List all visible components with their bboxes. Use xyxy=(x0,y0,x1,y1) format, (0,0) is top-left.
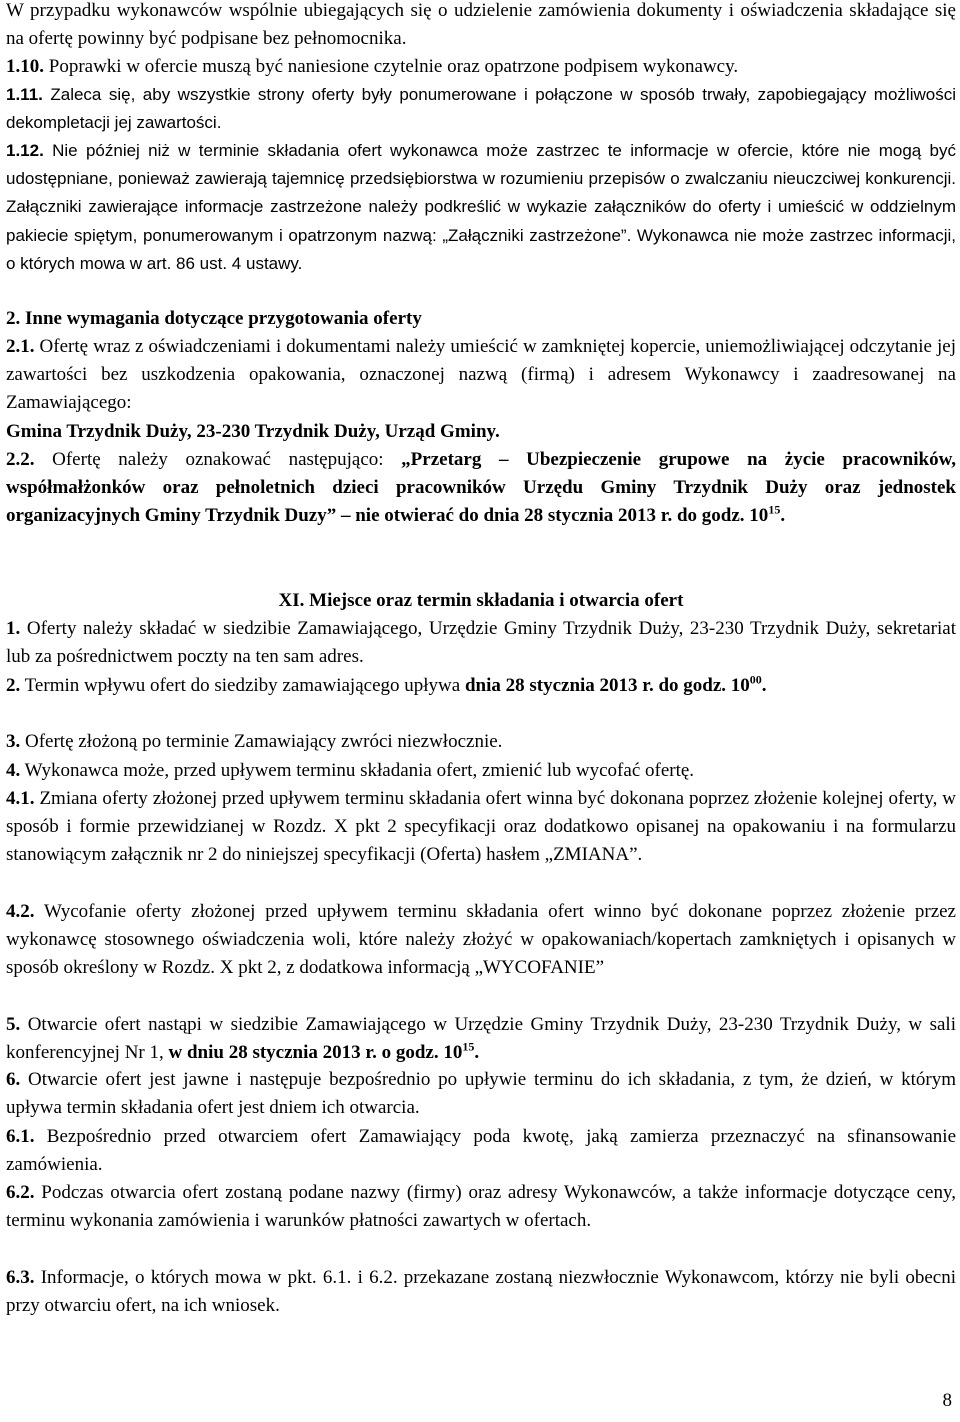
paragraph-1-11 xyxy=(6,81,956,137)
num-xi-6-1: 6.1. xyxy=(6,1126,35,1147)
num-1-11: 1.11. xyxy=(6,85,43,104)
date-xi-5: w dniu 28 stycznia 2013 r. o godz. 10 xyxy=(168,1042,463,1064)
section-2-heading: 2. Inne wymagania dotyczące przygotowania oferty xyxy=(6,308,422,329)
text-xi-2: Termin wpływu ofert do siedziby zamawiającego upływa xyxy=(20,675,465,696)
text-xi-6-1: Bezpośrednio przed otwarciem ofert Zamawiający poda kwotę, jaką zamierza przeznaczyć na sfinansowanie zamówienia. xyxy=(6,1126,956,1176)
page-number: 8 xyxy=(942,1390,952,1411)
num-xi-2: 2. xyxy=(6,675,21,696)
paragraph-xi-6-2 xyxy=(6,1179,956,1235)
lead-2-2: Ofertę należy oznakować następująco: xyxy=(34,449,402,470)
num-1-10: 1.10. xyxy=(6,56,44,78)
text-xi-3: Ofertę złożoną po terminie Zamawiający zwróci niezwłocznie. xyxy=(20,731,503,752)
deadline-xi-2: dnia 28 stycznia 2013 r. do godz. 10 xyxy=(464,675,750,696)
paragraph-intro xyxy=(6,0,956,82)
paragraph-xi-6-1 xyxy=(6,1123,956,1179)
end-xi-2: . xyxy=(761,675,767,696)
paragraph-xi-4 xyxy=(6,757,956,785)
paragraph-xi-2 xyxy=(6,672,956,700)
text-xi-4: Wykonawca może, przed upływem terminu składania ofert, zmienić lub wycofać ofertę. xyxy=(20,760,695,781)
num-2-2: 2.2. xyxy=(6,449,35,470)
num-2-1: 2.1. xyxy=(6,336,35,357)
sup-xi-2: 00 xyxy=(749,672,762,687)
num-1-12: 1.12. xyxy=(6,141,44,160)
text-xi-5: Otwarcie ofert nastąpi w siedzibie Zamawiającego w Urzędzie Gminy Trzydnik Duży, 23-230 Trzydnik Duży, w sali konferencyjnej Nr 1, xyxy=(6,1014,956,1064)
sup-2-2: 15 xyxy=(768,503,781,518)
paragraph-xi-4-2 xyxy=(6,898,956,983)
text-xi-6-2: Podczas otwarcia ofert zostaną podane nazwy (firmy) oraz adresy Wykonawców, a także informacje dotyczące ceny, terminu wykonania zamówienia i warunków płatności zawartych w ofertach. xyxy=(6,1182,956,1232)
paragraph-xi-1 xyxy=(6,615,956,671)
label-2-2: „Przetarg – Ubezpieczenie grupowe na życie pracowników, współmałżonków oraz pełnoletnich dzieci pracowników Urzędu Gminy Trzydnik Duży oraz jednostek organizacyjnych Gminy Trzydnik Duzy” – nie otwierać do dnia 28 stycznia 2013 r. do godz. 10 xyxy=(6,449,956,527)
num-xi-4-1: 4.1. xyxy=(6,788,35,809)
num-xi-4: 4. xyxy=(6,760,21,781)
num-xi-6-3: 6.3. xyxy=(6,1267,35,1288)
num-xi-5: 5. xyxy=(6,1014,21,1035)
sup-xi-5: 15 xyxy=(462,1039,475,1054)
end-xi-5: . xyxy=(474,1042,480,1064)
text-1-12: Nie później niż w terminie składania ofert wykonawca może zastrzec te informacje w ofercie, które nie mogą być udostępniane, ponieważ zawierają tajemnicę przedsiębiorstwa w rozumieniu przepisów o zwalczaniu nieuczciwej konkurencji. Załączniki zawierające informacje zastrzeżone należy podkreślić w wykazie załączników do oferty i umieścić w oddzielnym pakiecie spiętym, ponumerowanym i opatrzonym nazwą: „Załączniki zastrzeżone”. Wykonawca nie może zastrzec informacji, o których mowa w art. 86 ust. 4 ustawy. xyxy=(6,141,956,273)
paragraph-xi-3 xyxy=(6,728,956,756)
paragraph-xi-6-3 xyxy=(6,1264,956,1320)
text-1-11: Zaleca się, aby wszystkie strony oferty były ponumerowane i połączone w sposób trwały, zapobiegający możliwości dekompletacji jej zawartości. xyxy=(6,85,956,133)
paragraph-xi-5 xyxy=(6,1011,956,1067)
end-2-2: . xyxy=(780,505,786,527)
num-xi-6-2: 6.2. xyxy=(6,1182,35,1203)
paragraph-xi-6 xyxy=(6,1066,956,1122)
text-xi-4-2: Wycofanie oferty złożonej przed upływem terminu składania ofert winno być dokonane poprzez złożenie przez wykonawcę stosownego oświadczenia woli, które należy złożyć w opakowaniach/kopertach zamkniętych i opisanych w sposób określony w Rozdz. X pkt 2, z dodatkowa informacją „WYCOFANIE” xyxy=(6,901,956,979)
num-xi-6: 6. xyxy=(6,1069,21,1090)
address-2-1: Gmina Trzydnik Duży, 23-230 Trzydnik Duży, Urząd Gminy. xyxy=(6,420,500,442)
paragraph-2-1 xyxy=(6,333,956,446)
text-xi-6: Otwarcie ofert jest jawne i następuje bezpośrednio po upływie terminu do ich składania, z tym, że dzień, w którym upływa termin składania ofert jest dniem ich otwarcia. xyxy=(6,1069,956,1119)
paragraph-1-12 xyxy=(6,137,956,278)
text-xi-6-3: Informacje, o których mowa w pkt. 6.1. i 6.2. przekazane zostaną niezwłocznie Wykonawcom, którzy nie byli obecni przy otwarciu ofert, na ich wniosek. xyxy=(6,1267,956,1317)
text-xi-1: Oferty należy składać w siedzibie Zamawiającego, Urzędzie Gminy Trzydnik Duży, 23-230 Trzydnik Duży, sekretariat lub za pośrednictwem poczty na ten sam adres. xyxy=(6,618,956,668)
num-xi-1: 1. xyxy=(6,618,21,639)
text-2-1: Ofertę wraz z oświadczeniami i dokumentami należy umieścić w zamkniętej kopercie, uniemożliwiającej odczytanie jej zawartości bez uszkodzenia opakowania, oznaczonej nazwą (firmą) i adresem Wykonawcy i zaadresowanej na Zamawiającego: xyxy=(6,336,956,414)
paragraph-2-2 xyxy=(6,446,956,531)
num-xi-3: 3. xyxy=(6,731,21,752)
num-xi-4-2: 4.2. xyxy=(6,901,35,922)
paragraph-xi-4-1 xyxy=(6,785,956,870)
text-xi-4-1: Zmiana oferty złożonej przed upływem terminu składania ofert winna być dokonana poprzez złożenie kolejnej oferty, w sposób i formie przewidzianej w Rozdz. X pkt 2 specyfikacji oraz dodatkowo opisanej na opakowaniu i na formularzu stanowiącym załącznik nr 2 do niniejszej specyfikacji (Oferta) hasłem „ZMIANA”. xyxy=(6,788,956,866)
text-1-10: Poprawki w ofercie muszą być naniesione czytelnie oraz opatrzone podpisem wykonawcy. xyxy=(44,56,739,78)
intro-text: W przypadku wykonawców wspólnie ubiegających się o udzielenie zamówienia dokumenty i oświadczenia składające się na ofertę powinny być podpisane bez pełnomocnika. xyxy=(6,0,956,50)
section-xi-heading: XI. Miejsce oraz termin składania i otwarcia ofert xyxy=(278,590,684,611)
